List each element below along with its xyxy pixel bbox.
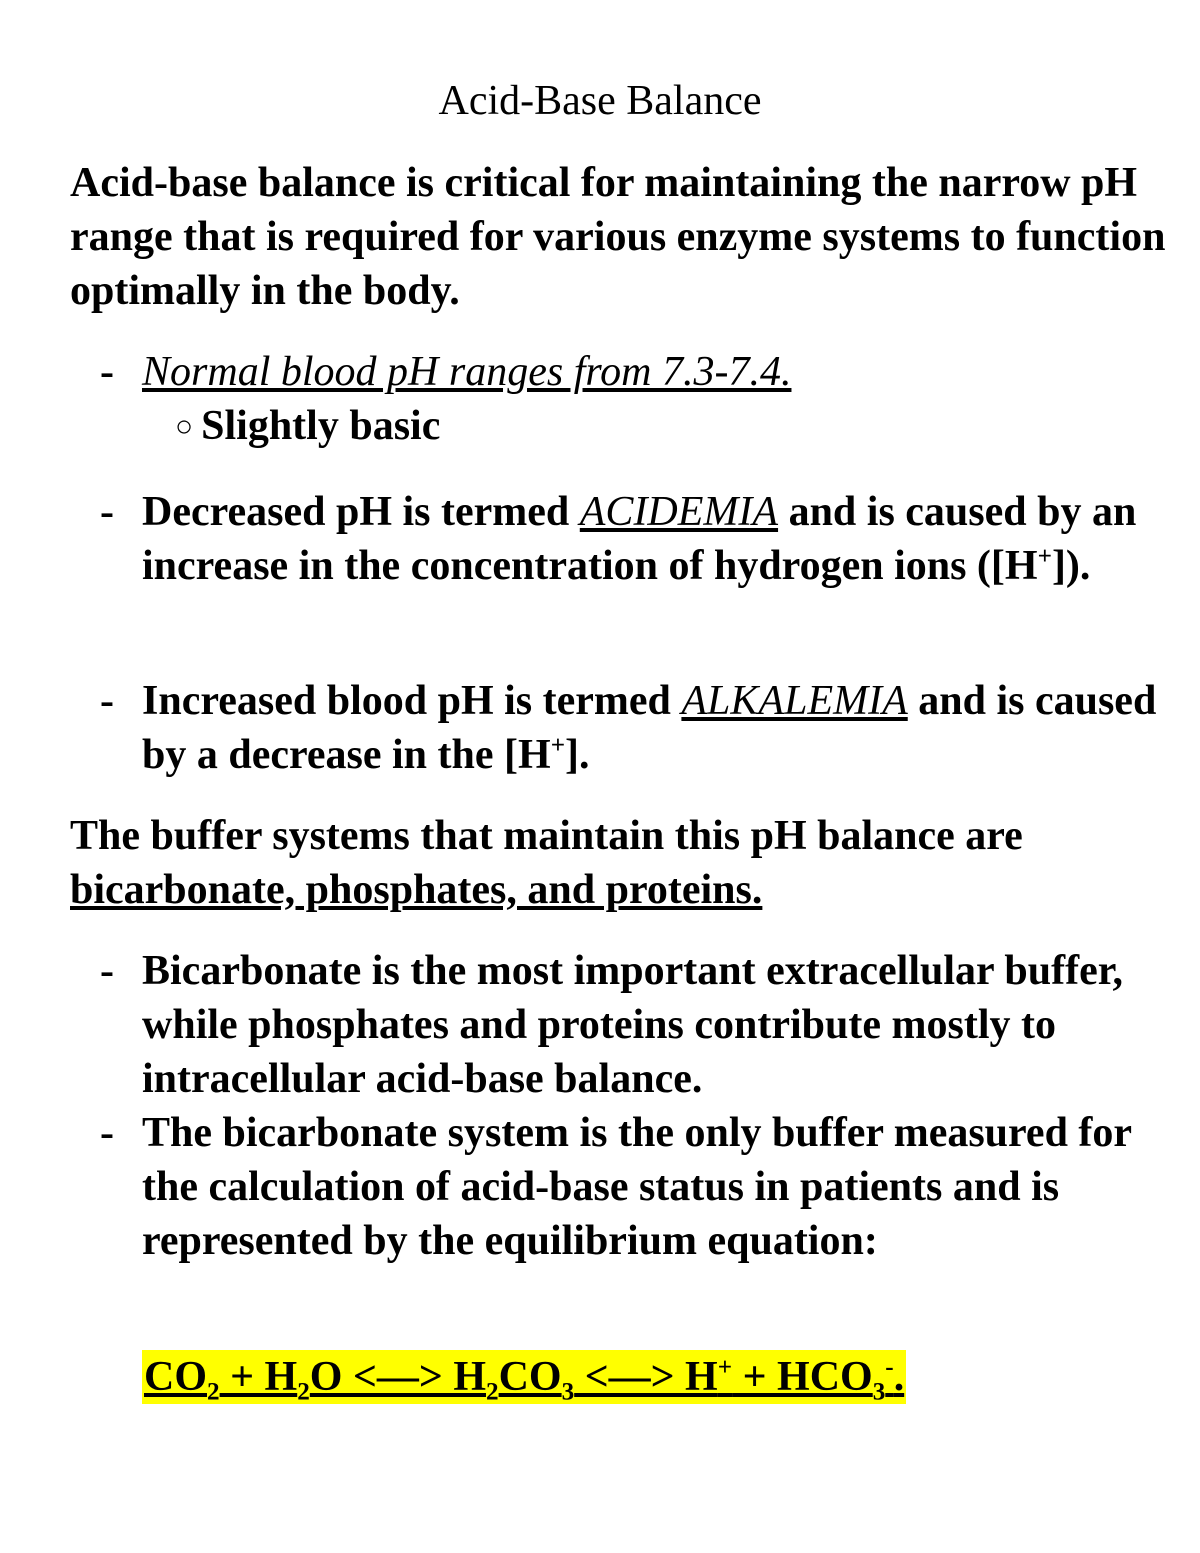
bullet-dash: - (100, 678, 114, 724)
eq-arrow: <—> H (574, 1354, 718, 1400)
circle-bullet-icon: ○ (175, 410, 194, 443)
acidemia-before: Decreased pH is termed (142, 489, 580, 535)
bullet-dash: - (100, 1110, 114, 1156)
bullet-dash: - (100, 349, 114, 395)
slightly-basic-text: Slightly basic (201, 403, 441, 449)
buffer-before: The buffer systems that maintain this pH balance are (70, 813, 1023, 859)
eq-hco: + HCO (732, 1354, 873, 1400)
alkalemia-before: Increased blood pH is termed (142, 678, 682, 724)
bicarbonate-text: Bicarbonate is the most important extracellular buffer, while phosphates and proteins contribute mostly to intracellular acid-base balance. (142, 948, 1124, 1102)
eq-sub: 2 (486, 1378, 499, 1406)
hydrogen-superscript: + (550, 732, 566, 759)
page-title: Acid-Base Balance (438, 78, 762, 124)
eq-co3: CO (498, 1354, 562, 1400)
bullet-acidemia (100, 485, 1180, 593)
bullet-normal-ph (100, 345, 1180, 399)
bullet-alkalemia (100, 674, 1180, 782)
eq-sup: + (717, 1354, 733, 1381)
bullet-bicarbonate-system (100, 1106, 1180, 1268)
eq-sub: 2 (297, 1378, 310, 1406)
eq-sub: 3 (561, 1378, 575, 1406)
eq-plus: + H (219, 1354, 298, 1400)
alkalemia-after: and is caused by a decrease in the [H (142, 678, 1157, 778)
sub-bullet-slightly-basic (175, 399, 440, 454)
acidemia-text (142, 485, 1180, 593)
bullet-dash: - (100, 948, 114, 994)
intro-paragraph: Acid-base balance is critical for maintaining the narrow pH range that is required for various enzyme systems to function optimally in the body. (70, 160, 1166, 314)
eq-sub: 3 (872, 1378, 886, 1406)
alkalemia-text (142, 674, 1180, 782)
acidemia-after: and is caused by an increase in the concentration of hydrogen ions ([H (142, 489, 1137, 589)
eq-sup: - (885, 1354, 894, 1381)
alkalemia-term: ALKALEMIA (681, 678, 908, 724)
bicarbonate-system-text: The bicarbonate system is the only buffer measured for the calculation of acid-base status in patients and is represented by the equilibrium equation: (142, 1110, 1132, 1264)
alkalemia-end: ]. (565, 732, 590, 778)
equilibrium-equation (142, 1350, 906, 1404)
eq-o-arrow: O <—> H (309, 1354, 486, 1400)
bullet-bicarbonate (100, 944, 1180, 1106)
normal-ph-text: Normal blood pH ranges from 7.3-7.4. (142, 349, 792, 395)
acidemia-term: ACIDEMIA (579, 489, 779, 535)
eq-end: . (893, 1354, 905, 1400)
acidemia-end: ]). (1051, 543, 1091, 589)
buffer-underlined: bicarbonate, phosphates, and proteins. (70, 867, 763, 913)
eq-co: CO (144, 1354, 207, 1400)
eq-sub: 2 (207, 1378, 220, 1406)
hydrogen-superscript: + (1037, 543, 1052, 570)
bullet-dash: - (100, 489, 114, 535)
buffer-paragraph (70, 809, 1180, 917)
